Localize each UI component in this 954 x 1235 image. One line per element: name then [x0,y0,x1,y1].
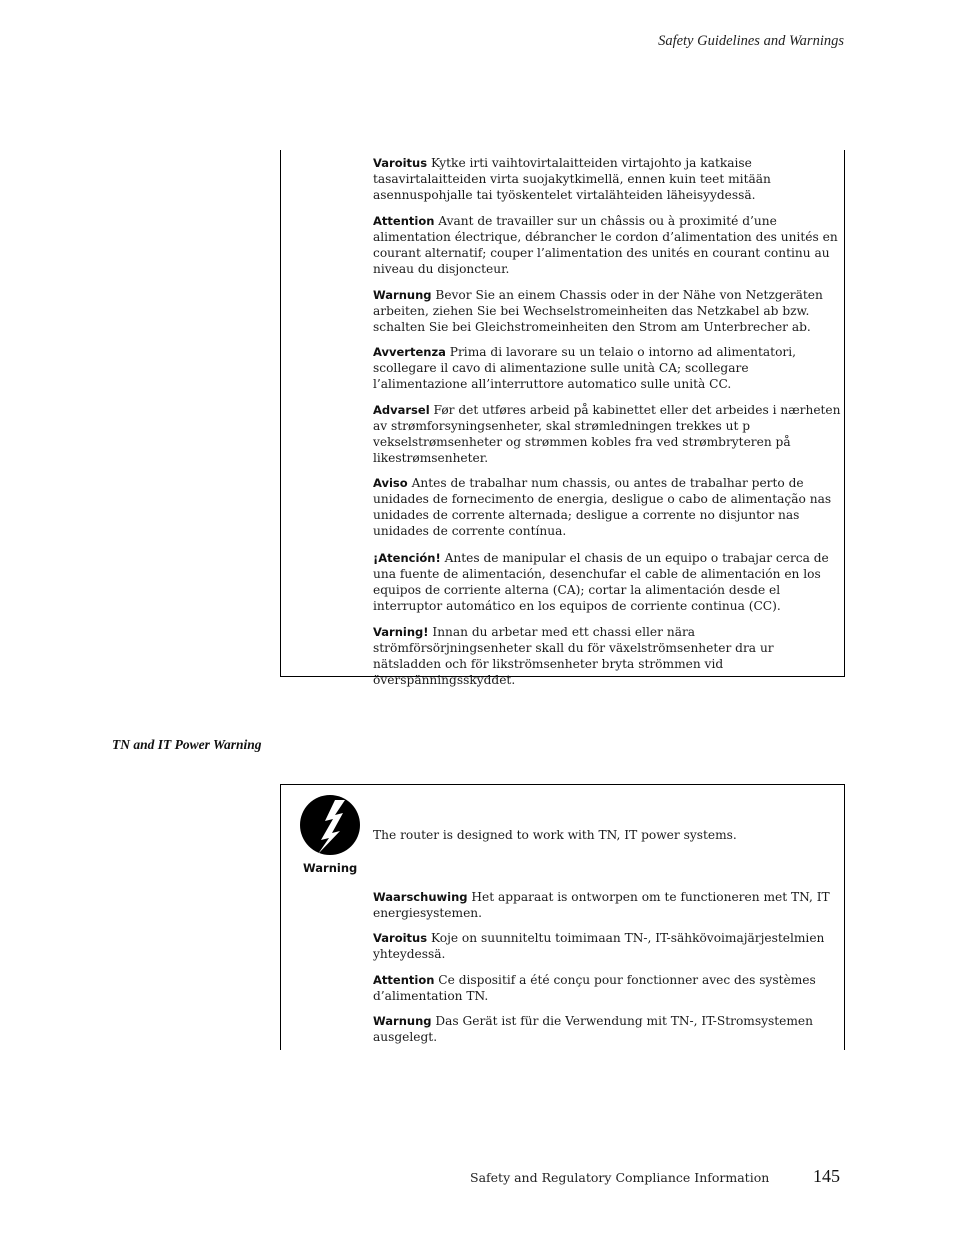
warning-label: Varoitus [373,156,428,170]
warning-text: Antes de trabalhar num chassis, ou antes de trabalhar perto de unidades de fornecimento de energia, desligue o cabo de alimentação nas unidades de corrente alternada; desligue a corrente no disjuntor nas unidades de corrente contínua. [373,476,832,538]
warning-paragraph-german [373,1013,843,1045]
warning-paragraph-finnish [373,155,843,203]
warning-paragraph-finnish [373,930,843,962]
running-header: Safety Guidelines and Warnings [658,33,844,49]
warning-text: Før det utføres arbeid på kabinettet eller det arbeides i nærheten av strømforsyningsenheter, skal strømledningen trekkes ut p vekselstrømsenheter og strømmen kobles fra ved strømbryteren på likestrømsenheter. [373,403,841,465]
warning-text: Avant de travailler sur un châssis ou à proximité d’une alimentation électrique, débrancher le cordon d’alimentation des unités en courant alternatif; couper l’alimentation des unités en courant continu au niveau du disjoncteur. [373,214,838,276]
warning-text: Antes de manipular el chasis de un equipo o trabajar cerca de una fuente de alimentación, desenchufar el cable de alimentación en los equipos de corriente alterna (CA); cortar la alimentación desde el interruptor automático en los equipos de corriente continua (CC). [373,551,829,613]
warning-paragraph-portuguese [373,475,843,539]
warning-text: Koje on suunniteltu toimimaan TN-, IT-sähkövoimajärjestelmien yhteydessä. [373,931,825,961]
warning-paragraph-german [373,287,843,335]
warning-label: Varoitus [373,931,428,945]
warning-paragraph-norwegian [373,402,843,466]
warning-paragraph-swedish [373,624,843,688]
footer-text: Safety and Regulatory Compliance Information [470,1170,770,1185]
warning-text: Das Gerät ist für die Verwendung mit TN-, IT-Stromsystemen ausgelegt. [373,1014,813,1044]
warning-label: Avvertenza [373,345,446,359]
warning-text: Ce dispositif a été conçu pour fonctionner avec des systèmes d’alimentation TN. [373,973,816,1003]
warning-paragraph-french [373,972,843,1004]
lightning-bolt-warning-icon [299,794,363,858]
warning-icon-caption: Warning [303,861,358,875]
warning-text: Prima di lavorare su un telaio o intorno ad alimentatori, scollegare il cavo di alimentazione sulle unità CA; scollegare l’alimentazione all’interruttore automatico sulle unità CC. [373,345,797,391]
warning-text: Bevor Sie an einem Chassis oder in der Nähe von Netzgeräten arbeiten, ziehen Sie bei Wechselstromeinheiten das Netzkabel ab bzw. schalten Sie bei Gleichstromeinheiten den Strom am Unterbrecher ab. [373,288,823,334]
warning-label: Waarschuwing [373,890,468,904]
warning-paragraph-dutch [373,889,843,921]
warning-paragraph-italian [373,344,843,392]
warning-label: Advarsel [373,403,430,417]
warning-label: Attention [373,214,435,228]
warning-box-continued [280,150,845,687]
warning-label: ¡Atención! [373,551,441,565]
warning-lead-text: The router is designed to work with TN, IT power systems. [373,828,737,842]
warning-label: Warnung [373,288,432,302]
section-title: TN and IT Power Warning [112,737,262,752]
warning-label: Warnung [373,1014,432,1028]
warning-text: Het apparaat is ontworpen om te functioneren met TN, IT energiesystemen. [373,890,830,920]
warning-label: Attention [373,973,435,987]
warning-label: Aviso [373,476,408,490]
warning-label: Varning! [373,625,429,639]
warning-paragraph-french [373,213,843,277]
warning-text: Kytke irti vaihtovirtalaitteiden virtajohto ja katkaise tasavirtalaitteiden virta suojakytkimellä, ennen kuin teet mitään asennuspohjalle tai työskentelet virtalähteiden läheisyydessä. [373,156,771,202]
warning-box-tn-it [280,784,845,1050]
page-number: 145 [813,1166,840,1186]
warning-text: Innan du arbetar med ett chassi eller nära strömförsörjningsenheter skall du för växelströmsenheter dra ur nätsladden och för likströmsenheter bryta strömmen vid överspänningsskyddet. [373,625,774,687]
warning-paragraph-spanish [373,550,843,614]
